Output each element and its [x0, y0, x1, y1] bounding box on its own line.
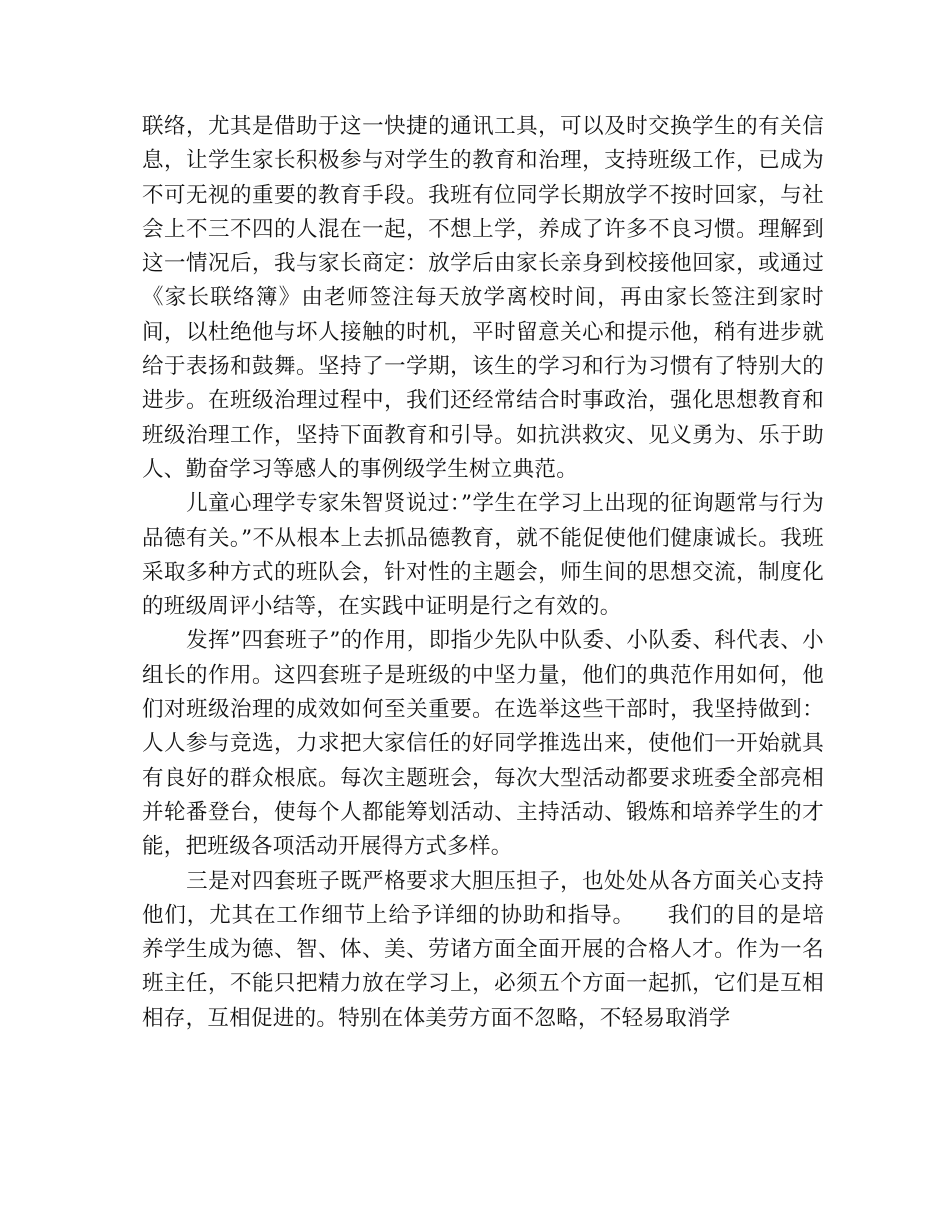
paragraph-2: 儿童心理学专家朱智贤说过：”学生在学习上出现的征询题常与行为品德有关。”不从根本上去抓品德教育，就不能促使他们健康诚长。我班采取多种方式的班队会，针对性的主题会，师生间的思想交流，制度化的班级周评小结等，在实践中证明是行之有效的。 [142, 491, 824, 620]
paragraph-4 [142, 865, 824, 1036]
paragraph-1: 联络，尤其是借助于这一快捷的通讯工具，可以及时交换学生的有关信息，让学生家长积极参与对学生的教育和治理，支持班级工作，已成为不可无视的重要的教育手段。我班有位同学长期放学不按时回家，与社会上不三不四的人混在一起，不想上学，养成了许多不良习惯。理解到这一情况后，我与家长商定：放学后由家长亲身到校接他回家，或通过《家长联络簿》由老师签注每天放学离校时间，再由家长签注到家时间，以杜绝他与坏人接触的时机，平时留意关心和提示他，稍有进步就给于表扬和鼓舞。坚持了一学期，该生的学习和行为习惯有了特别大的进步。在班级治理过程中，我们还经常结合时事政治，强化思想教育和班级治理工作，坚持下面教育和引导。如抗洪救灾、见义勇为、乐于助人、勤奋学习等感人的事例级学生树立典范。 [142, 114, 824, 482]
paragraph-4-text: 三是对四套班子既严格要求大胆压担子，也处处从各方面关心支持他们，尤其在工作细节上给予详细的协助和指导。 [142, 868, 824, 928]
document-body [142, 110, 824, 1036]
paragraph-3: 发挥”四套班子”的作用，即指少先队中队委、小队委、科代表、小组长的作用。这四套班子是班级的中坚力量，他们的典范作用如何，他们对班级治理的成效如何至关重要。在选举这些干部时，我坚持做到：人人参与竞选，力求把大家信任的好同学推选出来，使他们一开始就具有良好的群众根底。每次主题班会，每次大型活动都要求班委全部亮相并轮番登台，使每个人都能筹划活动、主持活动、锻炼和培养学生的才能，把班级各项活动开展得方式多样。 [142, 628, 824, 860]
paragraph-4-continuation: 我们的目的是培养学生成为德、智、体、美、劳诸方面全面开展的合格人才。作为一名班主任，不能只把精力放在学习上，必须五个方面一起抓，它们是互相相存，互相促进的。特别在体美劳方面不忽略，不轻易取消学 [142, 902, 824, 1031]
